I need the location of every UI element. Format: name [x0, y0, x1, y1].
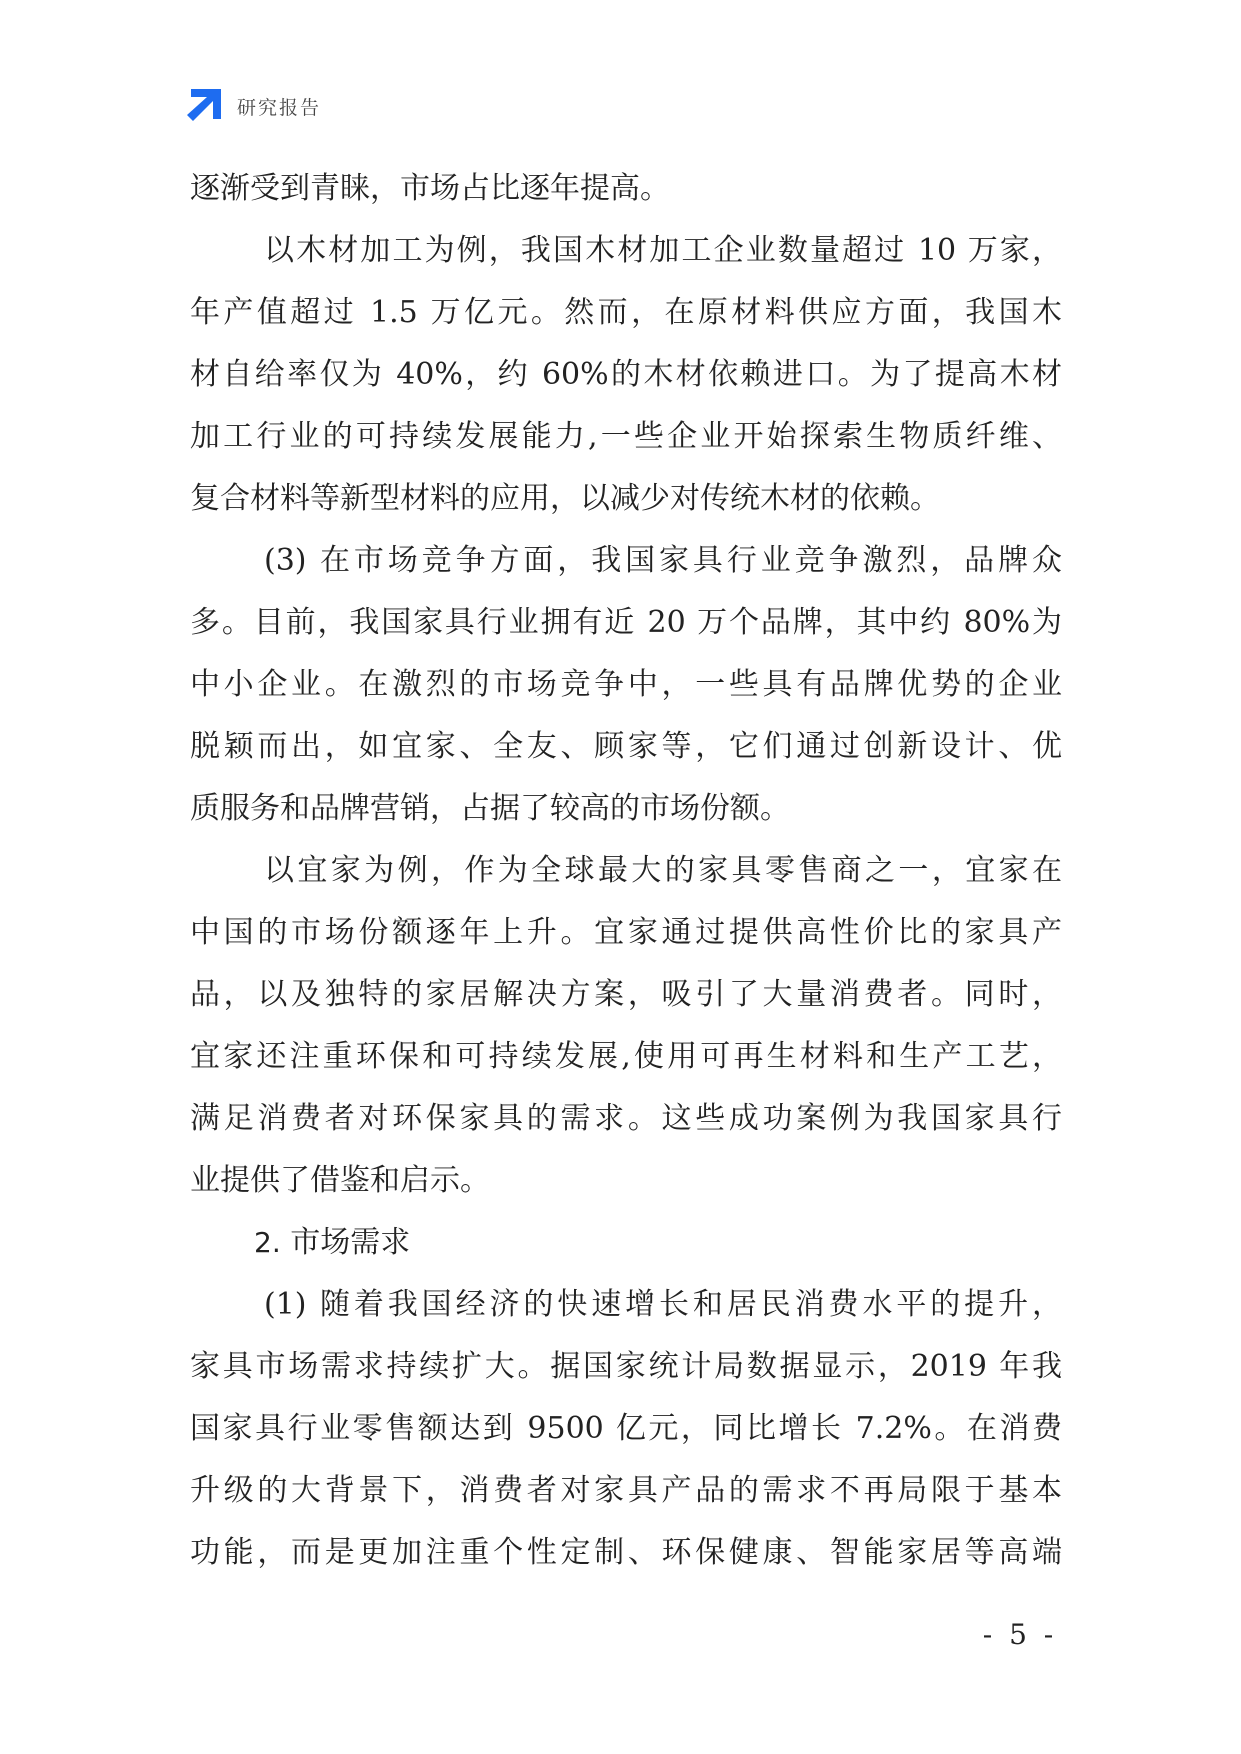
paragraph-continuation [190, 158, 1062, 220]
text-line: 质服务和品牌营销，占据了较高的市场份额。 [190, 791, 790, 826]
text-line: 业提供了借鉴和启示。 [190, 1163, 490, 1198]
paragraph-market-competition [190, 530, 1062, 840]
arrow-logo-icon [187, 89, 221, 123]
text-line: 多。目前，我国家具行业拥有近 20 万个品牌，其中约 80%为 [190, 605, 1062, 640]
text-line: (1) 随着我国经济的快速增长和居民消费水平的提升， [264, 1287, 1062, 1322]
text-line: 加工行业的可持续发展能力,一些企业开始探索生物质纤维、 [190, 419, 1062, 454]
text-line: 宜家还注重环保和可持续发展,使用可再生材料和生产工艺， [190, 1039, 1062, 1074]
page-number: - 5 - [982, 1618, 1058, 1651]
text-line: 满足消费者对环保家具的需求。这些成功案例为我国家具行 [190, 1101, 1062, 1136]
text-line: (3) 在市场竞争方面，我国家具行业竞争激烈，品牌众 [264, 543, 1062, 578]
text-line: 以宜家为例，作为全球最大的家具零售商之一，宜家在 [264, 853, 1062, 888]
text-line: 家具市场需求持续扩大。据国家统计局数据显示，2019 年我 [190, 1349, 1062, 1384]
text-line: 以木材加工为例，我国木材加工企业数量超过 10 万家， [264, 233, 1062, 268]
text-line: 年产值超过 1.5 万亿元。然而，在原材料供应方面，我国木 [190, 295, 1062, 330]
text-line: 中小企业。在激烈的市场竞争中，一些具有品牌优势的企业 [190, 667, 1062, 702]
text-line: 国家具行业零售额达到 9500 亿元，同比增长 7.2%。在消费 [190, 1411, 1062, 1446]
header-title: 研究报告 [237, 96, 322, 119]
section-title: 市场需求 [290, 1225, 411, 1260]
text-line: 品，以及独特的家居解决方案，吸引了大量消费者。同时， [190, 977, 1062, 1012]
document-body [190, 158, 1062, 1584]
text-line: 中国的市场份额逐年上升。宜家通过提供高性价比的家具产 [190, 915, 1062, 950]
text-line: 脱颖而出，如宜家、全友、顾家等，它们通过创新设计、优 [190, 729, 1062, 764]
paragraph-market-demand [190, 1274, 1062, 1584]
paragraph-wood-processing [190, 220, 1062, 530]
text-line: 逐渐受到青睐，市场占比逐年提高。 [190, 171, 670, 206]
report-header [187, 88, 321, 124]
text-line: 材自给率仅为 40%，约 60%的木材依赖进口。为了提高木材 [190, 357, 1062, 392]
section-number: 2. [254, 1226, 281, 1259]
paragraph-ikea-example [190, 840, 1062, 1212]
text-line: 升级的大背景下，消费者对家具产品的需求不再局限于基本 [190, 1473, 1062, 1508]
text-line: 功能，而是更加注重个性定制、环保健康、智能家居等高端 [190, 1535, 1062, 1570]
text-line: 复合材料等新型材料的应用，以减少对传统木材的依赖。 [190, 481, 940, 516]
section-heading-market-demand [190, 1212, 1062, 1274]
